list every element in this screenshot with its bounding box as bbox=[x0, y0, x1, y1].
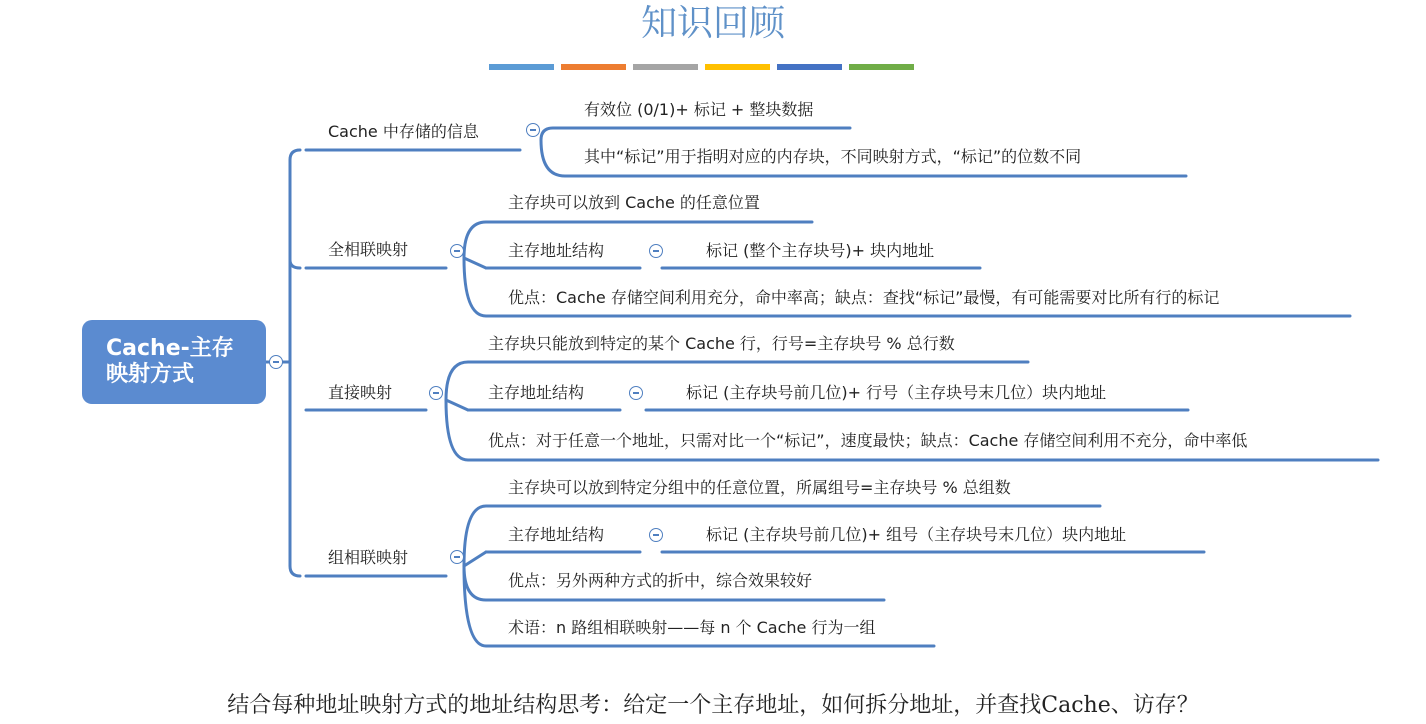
branch-fully-associative[interactable]: 全相联映射 bbox=[328, 240, 409, 259]
node-set-address-fields[interactable]: 标记 (主存块号前几位)+ 组号（主存块号末几位）块内地址 bbox=[706, 525, 1127, 544]
node-set-placement[interactable]: 主存块可以放到特定分组中的任意位置，所属组号=主存块号 % 总组数 bbox=[508, 478, 1011, 497]
node-direct-placement[interactable]: 主存块只能放到特定的某个 Cache 行，行号=主存块号 % 总行数 bbox=[488, 334, 955, 353]
collapse-icon[interactable] bbox=[526, 123, 540, 137]
branch-direct-mapped[interactable]: 直接映射 bbox=[328, 383, 393, 402]
node-info-child-1[interactable]: 有效位 (0/1)+ 标记 + 整块数据 bbox=[584, 100, 814, 119]
node-full-placement[interactable]: 主存块可以放到 Cache 的任意位置 bbox=[508, 193, 760, 212]
collapse-icon[interactable] bbox=[450, 244, 464, 258]
node-full-address-structure[interactable]: 主存地址结构 bbox=[508, 241, 605, 260]
collapse-icon[interactable] bbox=[429, 386, 443, 400]
page-title: 知识回顾 bbox=[640, 3, 785, 44]
footer-question: 结合每种地址映射方式的地址结构思考：给定一个主存地址，如何拆分地址，并查找Cache、访存？ bbox=[227, 693, 1199, 718]
collapse-icon[interactable] bbox=[450, 550, 464, 564]
collapse-icon[interactable] bbox=[629, 386, 643, 400]
collapse-icon[interactable] bbox=[649, 528, 663, 542]
collapse-icon[interactable] bbox=[269, 355, 283, 369]
node-direct-address-structure[interactable]: 主存地址结构 bbox=[488, 383, 585, 402]
node-set-terminology[interactable]: 术语：n 路组相联映射——每 n 个 Cache 行为一组 bbox=[508, 618, 876, 637]
node-direct-address-fields[interactable]: 标记 (主存块号前几位)+ 行号（主存块号末几位）块内地址 bbox=[686, 383, 1107, 402]
branch-set-associative[interactable]: 组相联映射 bbox=[328, 548, 409, 567]
branch-cache-info[interactable]: Cache 中存储的信息 bbox=[328, 122, 479, 141]
node-direct-pros-cons[interactable]: 优点：对于任意一个地址，只需对比一个“标记”，速度最快；缺点：Cache 存储空间利用不充分，命中率低 bbox=[488, 431, 1248, 450]
node-info-child-2[interactable]: 其中“标记”用于指明对应的内存块，不同映射方式，“标记”的位数不同 bbox=[584, 147, 1082, 166]
root-node[interactable]: Cache-主存 映射方式 bbox=[82, 320, 266, 404]
node-full-address-fields[interactable]: 标记 (整个主存块号)+ 块内地址 bbox=[706, 241, 935, 260]
node-set-pros[interactable]: 优点：另外两种方式的折中，综合效果较好 bbox=[508, 571, 813, 590]
node-full-pros-cons[interactable]: 优点：Cache 存储空间利用充分，命中率高；缺点：查找“标记”最慢，有可能需要对比所有行的标记 bbox=[508, 288, 1220, 307]
node-set-address-structure[interactable]: 主存地址结构 bbox=[508, 525, 605, 544]
collapse-icon[interactable] bbox=[649, 244, 663, 258]
